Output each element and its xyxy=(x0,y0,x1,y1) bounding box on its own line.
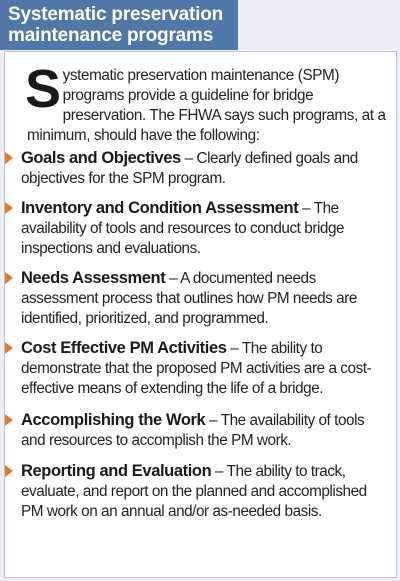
item-title: Cost Effective PM Activities xyxy=(21,339,227,357)
item-desc: – The availability of tools and resources to accomplish the PM work. xyxy=(21,412,365,449)
triangle-bullet-icon xyxy=(5,202,13,214)
list-item-text xyxy=(21,338,391,399)
content-box xyxy=(4,51,397,578)
item-desc: – A documented needs assessment process that outlines how PM needs are identified, prioritized, and programmed. xyxy=(21,270,357,327)
triangle-bullet-icon xyxy=(5,152,13,164)
item-desc: – Clearly defined goals and objectives for the SPM program. xyxy=(21,150,358,187)
triangle-bullet-icon xyxy=(5,272,13,284)
item-title: Goals and Objectives xyxy=(21,149,181,167)
intro-paragraph xyxy=(25,59,391,146)
drop-cap: S xyxy=(25,59,61,119)
list-item-text xyxy=(21,148,391,189)
triangle-bullet-icon xyxy=(5,342,13,354)
item-title: Reporting and Evaluation xyxy=(21,462,212,480)
list-item-text xyxy=(21,198,391,259)
list-item-text xyxy=(21,268,391,329)
item-title: Inventory and Condition Assessment xyxy=(21,199,299,217)
triangle-bullet-icon xyxy=(5,465,13,477)
triangle-bullet-icon xyxy=(5,414,13,426)
item-title: Needs Assessment xyxy=(21,269,166,287)
list-item-text xyxy=(21,461,391,522)
list-item-text xyxy=(21,410,391,451)
item-title: Accomplishing the Work xyxy=(21,411,206,429)
sidebar-title xyxy=(0,0,238,50)
item-desc: – The ability to demonstrate that the proposed PM activities are a cost-effective means of extending the life of a bridge. xyxy=(21,340,372,397)
title-line-1: Systematic preservation xyxy=(8,4,224,25)
item-desc: – The availability of tools and resources to conduct bridge inspections and evaluations. xyxy=(21,200,345,257)
intro-text: ystematic preservation maintenance (SPM) programs provide a guideline for bridge preservation. The FHWA says such programs, at a minimum, should have the following: xyxy=(27,67,386,144)
item-desc: – The ability to track, evaluate, and report on the planned and accomplished PM work on an annual and/or as-needed basis. xyxy=(21,463,367,520)
title-line-2: maintenance programs xyxy=(8,25,214,46)
